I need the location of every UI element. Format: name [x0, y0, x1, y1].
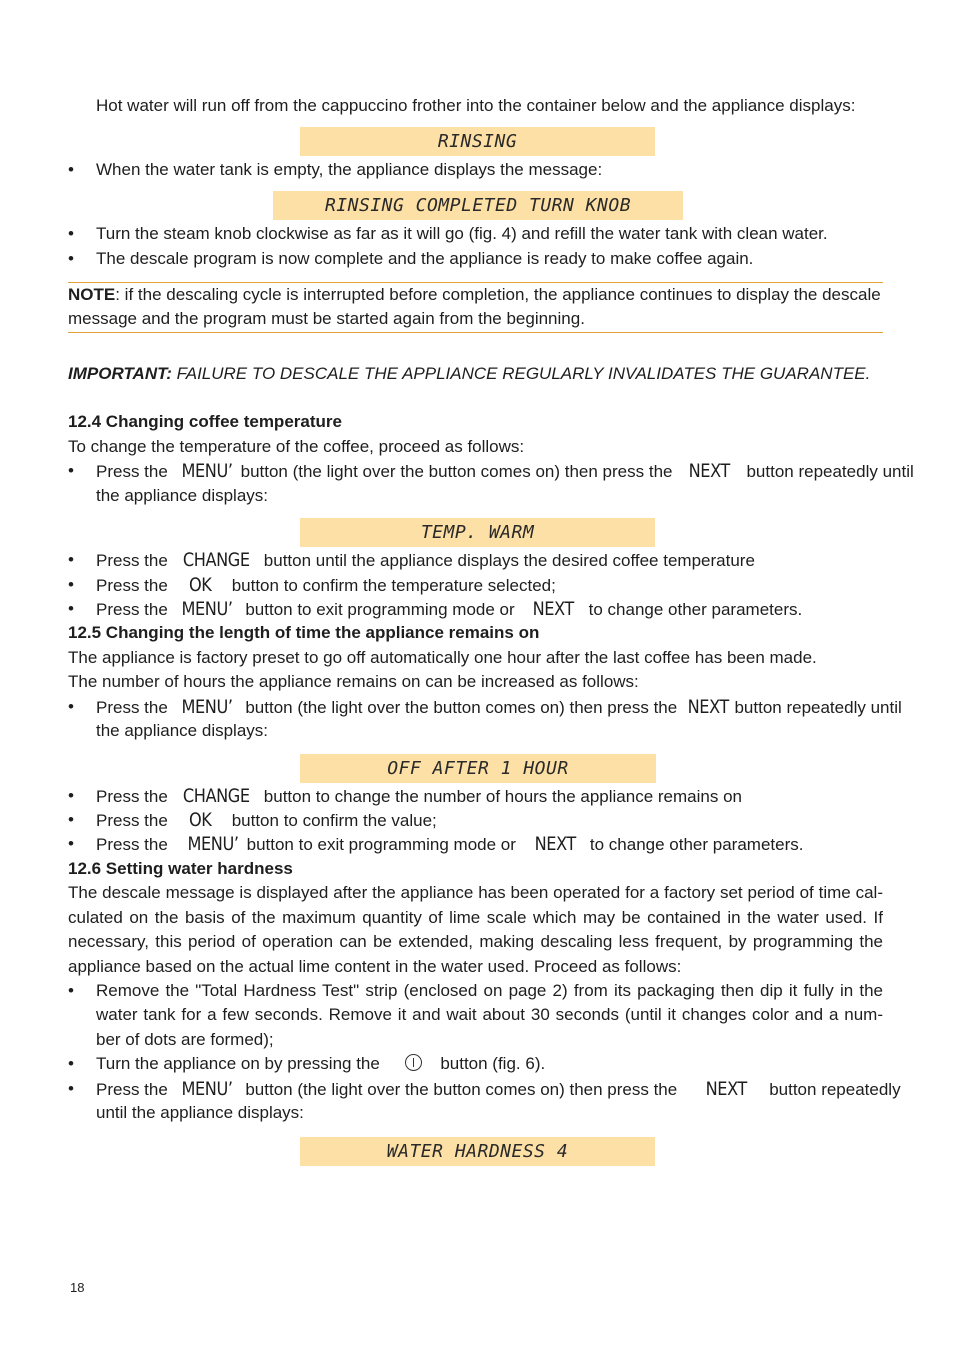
page-number: 18: [70, 1280, 85, 1295]
note-label: NOTE: [68, 285, 116, 304]
step-press-change: [96, 548, 755, 573]
press-the-text: Press the: [96, 787, 168, 806]
step-text: Turn the appliance on by pressing the: [96, 1054, 380, 1073]
bullet: •: [68, 810, 74, 829]
step-text: button to confirm the temperature selected;: [231, 576, 556, 595]
bullet: •: [68, 575, 74, 594]
next-button-label: NEXT: [533, 598, 575, 620]
bullet: •: [68, 1054, 74, 1073]
change-button-label: CHANGE: [182, 549, 250, 571]
step-text: button to exit programming mode or: [245, 600, 515, 619]
step-text: button repeatedly until: [734, 698, 902, 717]
power-icon: [405, 1054, 422, 1071]
bullet-text-descale-complete: The descale program is now complete and the appliance is ready to make coffee again.: [96, 249, 754, 268]
press-the-text: Press the: [96, 462, 168, 481]
note-text-1: : if the descaling cycle is interrupted before completion, the appliance continues to display the descale: [115, 285, 881, 304]
next-button-label: NEXT: [687, 696, 729, 718]
press-the-text: Press the: [96, 576, 168, 595]
note-line-1: [68, 283, 883, 307]
next-button-label: NEXT: [705, 1078, 747, 1100]
step-text: button (the light over the button comes on) then press the: [245, 1080, 678, 1099]
lcd-display-water-hardness: WATER HARDNESS 4: [300, 1137, 655, 1166]
bullet: •: [68, 599, 74, 618]
bullet: •: [68, 981, 74, 1000]
next-button-label: NEXT: [688, 460, 731, 482]
important-warning: [68, 362, 870, 386]
ok-button-label: OK: [188, 574, 211, 596]
paragraph-12-5-line-2: The number of hours the appliance remains on can be increased as follows:: [68, 672, 639, 691]
bullet: •: [68, 249, 74, 268]
step-continuation: until the appliance displays:: [96, 1103, 304, 1122]
step-strip-line-2: water tank for a few seconds. Remove it and wait about 30 seconds (until it changes color and a num-: [96, 1005, 883, 1024]
paragraph-hot-water: Hot water will run off from the cappuccino frother into the container below and the appliance displays:: [96, 96, 856, 115]
step-press-menu-exit-12-5: [96, 832, 803, 857]
paragraph-12-6-line-4: appliance based on the actual lime content in the water used. Proceed as follows:: [68, 957, 682, 976]
step-text: button to exit programming mode or: [246, 835, 516, 854]
step-press-menu-12-6: [96, 1077, 901, 1102]
step-text: button (the light over the button comes on) then press the: [245, 698, 678, 717]
change-button-label: CHANGE: [182, 785, 250, 807]
step-press-ok: [96, 573, 556, 598]
next-button-label: NEXT: [534, 833, 576, 855]
step-press-menu: [96, 459, 914, 484]
step-strip-line-1: Remove the "Total Hardness Test" strip (enclosed on page 2) from its packaging then dip it fully in the: [96, 981, 883, 1000]
paragraph-12-6-line-1: The descale message is displayed after the appliance has been operated for a factory set period of time cal-: [68, 883, 883, 902]
step-text: to change other parameters.: [589, 835, 804, 854]
press-the-text: Press the: [96, 600, 168, 619]
bullet-text-steam-knob: Turn the steam knob clockwise as far as it will go (fig. 4) and refill the water tank with clean water.: [96, 224, 828, 243]
bullet: •: [68, 160, 74, 179]
bullet: •: [68, 834, 74, 853]
paragraph-12-6-line-2: culated on the basis of the maximum quantity of lime scale which may be contained in the water used. If: [68, 908, 883, 927]
lcd-display-temp-warm: TEMP. WARM: [300, 518, 655, 547]
bullet: •: [68, 224, 74, 243]
press-the-text: Press the: [96, 698, 168, 717]
step-continuation: the appliance displays:: [96, 721, 269, 740]
bullet: •: [68, 1079, 74, 1098]
menu-button-label: MENU’: [181, 598, 233, 620]
step-press-menu-12-5: [96, 695, 902, 720]
step-text: button repeatedly until: [746, 462, 914, 481]
press-the-text: Press the: [96, 835, 168, 854]
step-text: button to change the number of hours the appliance remains on: [263, 787, 742, 806]
paragraph-12-5-line-1: The appliance is factory preset to go off automatically one hour after the last coffee has been made.: [68, 648, 817, 667]
note-bottom-rule: [68, 332, 883, 333]
section-heading-12-6: 12.6 Setting water hardness: [68, 859, 293, 878]
paragraph-12-4-intro: To change the temperature of the coffee, proceed as follows:: [68, 437, 525, 456]
step-text: button repeatedly: [769, 1080, 901, 1099]
lcd-display-rinsing-completed: RINSING COMPLETED TURN KNOB: [273, 191, 683, 220]
bullet: •: [68, 550, 74, 569]
menu-button-label: MENU’: [187, 833, 239, 855]
step-strip-line-3: ber of dots are formed);: [96, 1030, 274, 1049]
section-heading-12-5: 12.5 Changing the length of time the appliance remains on: [68, 623, 540, 642]
ok-button-label: OK: [188, 809, 211, 831]
bullet: •: [68, 461, 74, 480]
step-continuation: the appliance displays:: [96, 486, 269, 505]
step-text: button (the light over the button comes on) then press the: [240, 462, 673, 481]
step-press-change-12-5: [96, 784, 742, 809]
lcd-display-off-after: OFF AFTER 1 HOUR: [300, 754, 656, 783]
important-label: IMPORTANT:: [68, 364, 172, 383]
step-press-ok-12-5: [96, 808, 437, 833]
step-text: to change other parameters.: [588, 600, 803, 619]
bullet: •: [68, 697, 74, 716]
paragraph-12-6-line-3: necessary, this period of operation can be extended, making descaling less frequent, by programming the: [68, 932, 883, 951]
important-text: FAILURE TO DESCALE THE APPLIANCE REGULARLY INVALIDATES THE GUARANTEE.: [171, 364, 871, 383]
step-text: button until the appliance displays the desired coffee temperature: [263, 551, 755, 570]
press-the-text: Press the: [96, 811, 168, 830]
lcd-display-rinsing: RINSING: [300, 127, 655, 156]
press-the-text: Press the: [96, 1080, 168, 1099]
section-heading-12-4: 12.4 Changing coffee temperature: [68, 412, 342, 431]
step-text: button to confirm the value;: [231, 811, 437, 830]
step-power-on: [96, 1052, 545, 1076]
menu-button-label: MENU’: [181, 696, 233, 718]
bullet: •: [68, 786, 74, 805]
menu-button-label: MENU’: [181, 1078, 233, 1100]
bullet-text-water-tank-empty: When the water tank is empty, the appliance displays the message:: [96, 160, 603, 179]
menu-button-label: MENU’: [181, 460, 233, 482]
press-the-text: Press the: [96, 551, 168, 570]
step-press-menu-exit: [96, 597, 802, 622]
step-text: button (fig. 6).: [440, 1054, 546, 1073]
note-line-2: message and the program must be started again from the beginning.: [68, 309, 585, 328]
